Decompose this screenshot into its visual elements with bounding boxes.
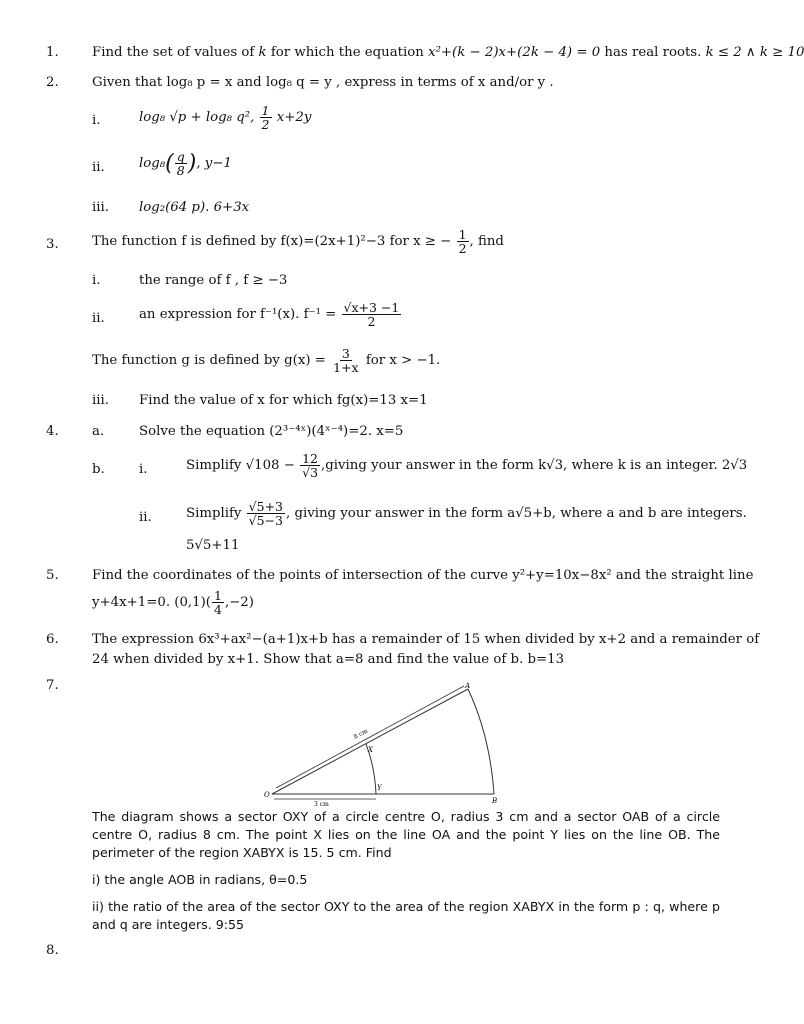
q4-bi-num: 12 [302,451,319,466]
q4-b-label: b. [92,462,105,477]
q1-answer: k ≤ 2 ∧ k ≥ 10 [705,45,804,60]
q2-ii-fraction [175,150,187,177]
question-number-7: 7. [46,678,59,693]
sector-diagram [258,680,518,810]
q3-iii-label: iii. [92,393,109,408]
q2-i-den: 2 [261,117,270,133]
q4-bii-den: √5−3 [248,513,284,529]
q4-bii-label: ii. [139,510,152,525]
question-number-8: 8. [46,943,59,958]
q4-bi-fraction [300,452,320,479]
q5-f-den: 4 [213,602,222,618]
q7-part-i: i) the angle AOB in radians, θ=0.5 [92,872,308,887]
q1-k: k [258,45,267,60]
q3-post: , find [469,234,504,250]
question-number-6: 6. [46,632,59,647]
q1-mid: for which the equation [270,45,424,60]
q5-line2-pre: y+4x+1=0. (0,1)( [92,595,211,611]
q2-ii-num: q [176,149,185,164]
q7-part-ii: ii) the ratio of the area of the sector OXY to the area of the region XABYX in the form p : q, where p and q are integers. 9:55 [92,899,720,932]
label-b: B [492,797,498,805]
line-oa [272,689,468,794]
q2-iii-expression: log₂(64 p). 6+3x [139,200,250,215]
q3-ii-den: 2 [367,314,376,330]
q3-ii-num: √x+3 −1 [343,300,400,315]
label-o: O [264,791,270,799]
q4-bi-pre: Simplify √108 − [186,458,295,474]
q4-bi-den: √3 [302,465,319,481]
q3-f-num: 1 [458,227,467,242]
q3-iii-text: Find the value of x for which fg(x)=13 x=1 [139,393,428,408]
q3-ii-fraction [342,301,402,328]
arc-ab [468,689,494,794]
q2-ii-expression: log₈( $\frac{q}{8}$ ), y−1 [139,149,232,179]
q1-equation: x²+(k − 2)x+(2k − 4) = 0 [428,45,601,60]
q4-bii-pre: Simplify [186,506,242,522]
q2-ii-label: ii. [92,160,105,175]
label-x: X [368,746,373,754]
q2-i-expression [139,104,311,131]
q3-g-pre: The function g is defined by g(x) = [92,353,326,369]
q4-bi-text [186,452,747,479]
q1-post: has real roots. [604,45,702,60]
q2-i-num: 1 [261,103,270,118]
q5-fraction [212,589,224,616]
question-number-5: 5. [46,568,59,583]
q5-line2 [92,589,254,616]
q3-f-den: 2 [458,241,467,257]
label-3cm: 3 cm [314,801,329,808]
question-number-2: 2. [46,75,59,90]
q1-pre: Find the set of values of [92,45,255,60]
q3-ii-expr: an expression for f⁻¹(x). f⁻¹ = [139,307,337,323]
q3-g-fraction [331,347,360,374]
q3-i-text: the range of f , f ≥ −3 [139,273,288,288]
q5-f-num: 1 [213,588,222,603]
q3-i-label: i. [92,273,101,288]
question-2-text: Given that log₈ p = x and log₈ q = y , express in terms of x and/or y . [92,75,554,90]
q2-i-label: i. [92,113,101,128]
question-number-1: 1. [46,45,59,60]
q2-ii-ans: , y−1 [196,156,232,172]
question-1-text [92,45,804,60]
question-3-text [92,228,504,255]
q3-g-num: 3 [341,346,350,361]
q2-iii-label: iii. [92,200,109,215]
q3-g-den: 1+x [333,360,359,376]
q2-i-ans: x+2y [276,110,312,126]
q4-bi-post: ,giving your answer in the form k√3, where k is an integer. 2√3 [321,458,748,474]
q4-bii-fraction [247,500,285,527]
q6-line2: 24 when divided by x+1. Show that a=8 and find the value of b. b=13 [92,652,565,667]
q4-a-text: Solve the equation (2³⁻⁴ˣ)(4ˣ⁻⁴)=2. x=5 [139,424,404,439]
q4-bi-label: i. [139,462,148,477]
q4-a-label: a. [92,424,105,439]
q6-line1: The expression 6x³+ax²−(a+1)x+b has a remainder of 15 when divided by x+2 and a remainder of [92,632,760,647]
q5-line1: Find the coordinates of the points of intersection of the curve y²+y=10x−8x² and the straight line [92,568,754,583]
dimension-line-8cm [276,686,464,788]
q7-description: The diagram shows a sector OXY of a circle centre O, radius 3 cm and a sector OAB of a circle centre O, radius 8 cm. The point X lies on the line OA and the point Y lies on the line OB. The perimeter of the region XABYX is 15. 5 cm. Find [92,809,720,860]
q3-g-definition [92,347,440,374]
q3-ii-label: ii. [92,311,105,326]
question-number-3: 3. [46,237,59,252]
q2-ii-den: 8 [176,163,185,179]
q3-fraction [457,228,469,255]
question-number-4: 4. [46,424,59,439]
q3-ii-text [139,301,402,328]
q4-bii-post: , giving your answer in the form a√5+b, where a and b are integers. [286,506,747,522]
q4-bii-num: √5+3 [248,499,284,514]
q2-ii-pre: log₈ [139,156,166,172]
label-8cm: 8 cm [352,727,369,741]
q3-g-post: for x > −1. [365,353,441,369]
q3-pre: The function f is defined by f(x)=(2x+1)²−3 for x ≥ − [92,234,452,250]
q5-line2-post: ,−2) [224,595,254,611]
label-y: Y [377,784,382,792]
q2-i-expr: log₈ √p + log₈ q², [139,110,255,126]
q4-bii-answer: 5√5+11 [186,538,240,553]
label-a: A [465,682,471,690]
q2-i-fraction [260,104,272,131]
q4-bii-text [186,500,747,527]
